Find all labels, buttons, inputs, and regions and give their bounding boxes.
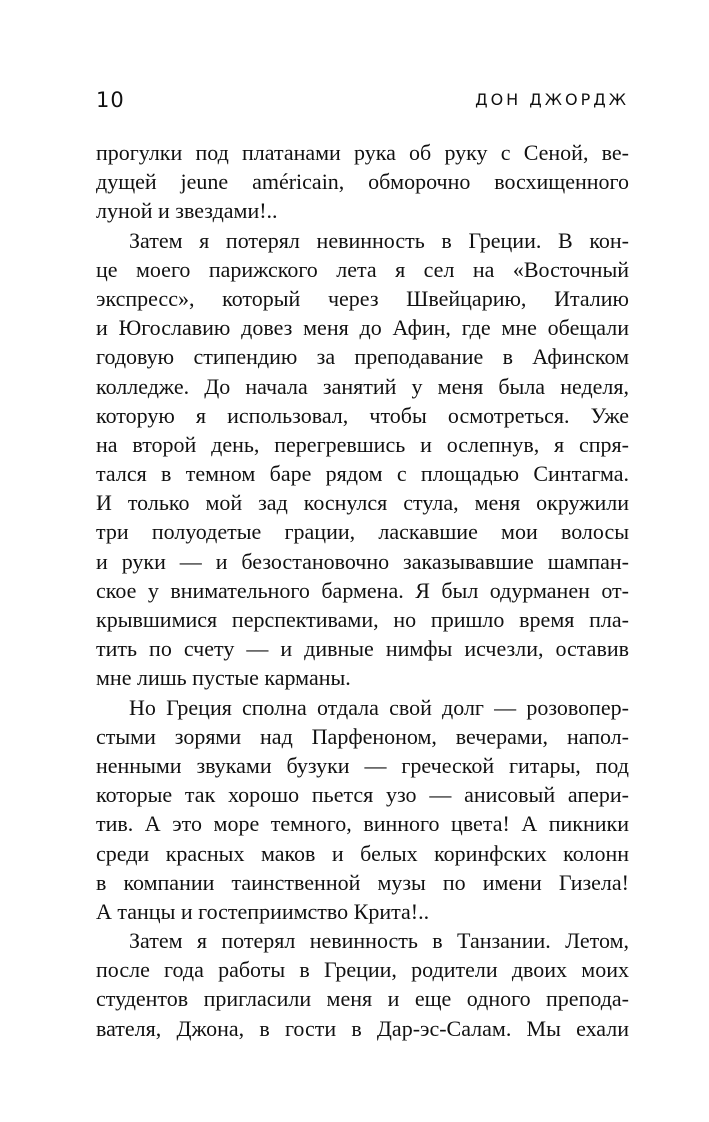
text-line: крывшимися перспективами, но пришло время пла- <box>96 607 629 632</box>
text-line: прогулки под платанами рука об руку с Сеной, ве- <box>96 140 629 165</box>
text-line: луной и звездами!.. <box>96 198 278 224</box>
text-line: в компании таинственной музы по имени Гизела! <box>96 869 629 895</box>
text-line: колледже. До начала занятий у меня была неделя, <box>96 373 629 399</box>
text-line: ское у внимательного бармена. Я был одурманен от- <box>96 577 629 603</box>
text-line: Затем я потерял невинность в Греции. В кон- <box>129 227 629 253</box>
text-line: и руки — и безостановочно заказывавшие шампан- <box>96 548 629 574</box>
running-head: ДОН ДЖОРДЖ <box>475 90 629 109</box>
text-line: стыми зорями над Парфеноном, вечерами, напол- <box>96 723 629 749</box>
body-text <box>96 138 629 1043</box>
text-line: ненными звуками бузуки — греческой гитары, под <box>96 752 629 778</box>
text-line: тить по счету — и дивные нимфы исчезли, оставив <box>96 636 629 662</box>
text-line: которые так хорошо пьется узо — анисовый апери- <box>96 782 629 808</box>
text-line: И только мой зад коснулся стула, меня окружили <box>96 490 629 516</box>
page-number: 10 <box>96 88 125 112</box>
text-line: тив. А это море темного, винного цвета! А пикники <box>96 811 629 837</box>
text-line: тался в темном баре рядом с площадью Синтагма. <box>96 461 629 487</box>
text-line: экспресс», который через Швейцарию, Италию <box>96 285 629 311</box>
text-line: среди красных маков и белых коринфских колонн <box>96 840 629 866</box>
text-line: Но Греция сполна отдала свой долг — розовопер- <box>129 694 629 720</box>
page-header <box>96 88 629 118</box>
text-line: три полуодетые грации, ласкавшие мои волосы <box>96 519 629 545</box>
text-line: це моего парижского лета я сел на «Восточный <box>96 256 629 282</box>
text-line: вателя, Джона, в гости в Дар-эс-Салам. Мы ехали <box>96 1015 629 1041</box>
text-line: после года работы в Греции, родители двоих моих <box>96 957 629 983</box>
text-line: на второй день, перегревшись и ослепнув, я спря- <box>96 431 629 457</box>
text-line: годовую стипендию за преподавание в Афинском <box>96 344 629 370</box>
text-line: которую я использовал, чтобы осмотреться. Уже <box>96 402 629 428</box>
text-line: мне лишь пустые карманы. <box>96 665 351 691</box>
text-line: дущей jeune américain, обморочно восхищенного <box>96 169 629 195</box>
text-line: Затем я потерял невинность в Танзании. Летом, <box>129 928 629 954</box>
text-line: и Югославию довез меня до Афин, где мне обещали <box>96 315 629 341</box>
text-line: студентов пригласили меня и еще одного препода- <box>96 986 629 1012</box>
text-line: А танцы и гостеприимство Крита!.. <box>96 898 430 924</box>
